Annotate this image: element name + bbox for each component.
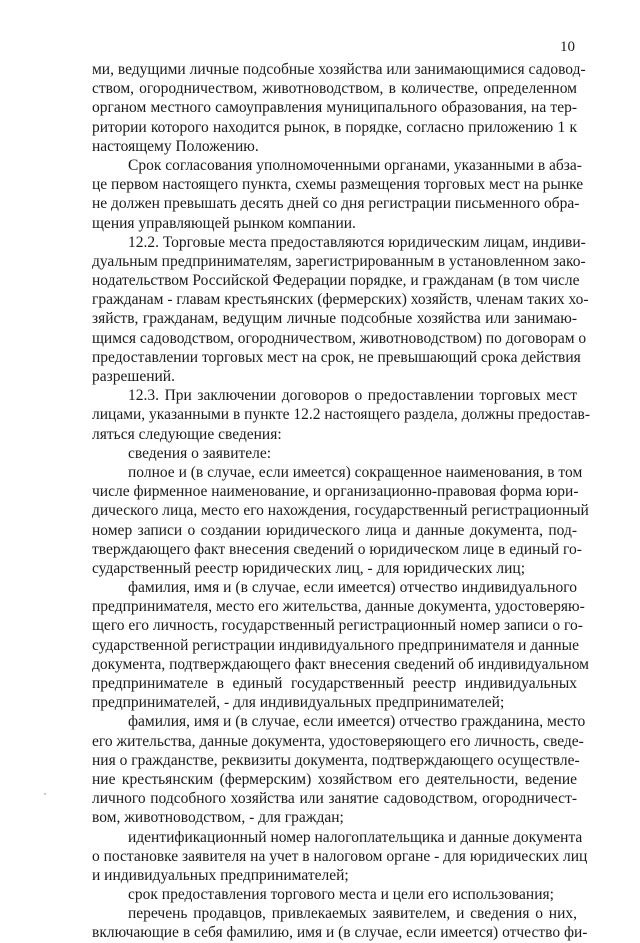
text-line: тверждающего факт внесения сведений о юридическом лице в единый го-: [92, 540, 582, 558]
text-line: настоящему Положению.: [92, 137, 259, 155]
text-line: о постановке заявителя на учет в налоговом органе - для юридических лиц: [92, 847, 588, 865]
text-line: фамилия, имя и (в случае, если имеется) отчество гражданина, место: [128, 713, 586, 731]
document-body: [92, 60, 590, 943]
text-line: ритории которого находится рынок, в порядке, согласно приложению 1 к: [92, 118, 577, 136]
text-line: его жительства, данные документа, удостоверяющего его личность, сведе-: [92, 732, 584, 750]
text-line: числе фирменное наименование, и организационно-правовая форма юри-: [92, 483, 579, 501]
text-line: сведения о заявителе:: [128, 444, 272, 462]
text-line: полное и (в случае, если имеется) сокращенное наименования, в том: [128, 463, 583, 481]
text-line: личного подсобного хозяйства или занятие садоводством, огородничест-: [92, 790, 577, 808]
text-line: перечень продавцов, привлекаемых заявителем, и сведения о них,: [128, 905, 577, 923]
text-line: ние крестьянским (фермерским) хозяйством его деятельности, ведение: [92, 770, 577, 788]
text-line: предпринимателе в единый государственный реестр индивидуальных: [92, 675, 577, 692]
text-line: ния о гражданстве, реквизиты документа, подтверждающего осуществле-: [92, 751, 580, 769]
text-line: лицами, указанными в пункте 12.2 настоящего раздела, должны предостав-: [92, 406, 590, 424]
text-line: органом местного самоуправления муниципального образования, на тер-: [92, 99, 577, 117]
text-line: гражданам - главам крестьянских (фермерских) хозяйств, членам таких хо-: [92, 291, 589, 309]
text-line: предпринимателей, - для индивидуальных предпринимателей;: [92, 694, 505, 712]
text-line: включающие в себя фамилию, имя и (в случае, если имеется) отчество фи-: [92, 924, 588, 942]
text-line: Срок согласования уполномоченными органами, указанными в абза-: [128, 156, 582, 174]
page-number: 10: [560, 39, 575, 55]
text-line: дического лица, место его нахождения, государственный регистрационный: [92, 502, 589, 520]
scan-speck: [44, 793, 46, 795]
text-line: 12.3. При заключении договоров о предоставлении торговых мест: [128, 387, 577, 405]
text-line: щимся садоводством, огородничеством, животноводством) по договорам о: [92, 329, 587, 347]
text-line: щения управляющей рынком компании.: [92, 214, 356, 232]
text-line: сударственной регистрации индивидуального предпринимателя и данные: [92, 636, 579, 654]
text-line: разрешений.: [92, 368, 175, 385]
text-line: срок предоставления торгового места и цели его использования;: [128, 886, 554, 904]
text-line: идентификационный номер налогоплательщика и данные документа: [128, 828, 583, 846]
text-line: документа, подтверждающего факт внесения сведений об индивидуальном: [92, 655, 589, 673]
text-line: ляться следующие сведения:: [92, 425, 282, 443]
text-line: ством, огородничеством, животноводством, в количестве, определенном: [92, 80, 577, 98]
text-line: не должен превышать десять дней со дня регистрации письменного обра-: [92, 195, 580, 213]
text-line: зяйств, гражданам, ведущим личные подсобные хозяйства или занимаю-: [92, 310, 577, 328]
text-line: и индивидуальных предпринимателей;: [92, 866, 349, 884]
text-line: 12.2. Торговые места предоставляются юридическим лицам, индиви-: [128, 233, 586, 251]
text-line: дуальным предпринимателям, зарегистрированным в установленном зако-: [92, 252, 586, 270]
text-line: предоставлении торговых мест на срок, не превышающий срока действия: [92, 348, 581, 366]
text-line: це первом настоящего пункта, схемы размещения торговых мест на рынке: [92, 176, 584, 194]
text-line: вом, животноводством, - для граждан;: [92, 809, 344, 827]
text-line: щего его личность, государственный регистрационный номер записи о го-: [92, 617, 583, 635]
text-line: фамилия, имя и (в случае, если имеется) отчество индивидуального: [128, 579, 577, 597]
text-line: ми, ведущими личные подсобные хозяйства или занимающимися садовод-: [92, 61, 586, 78]
text-line: предпринимателя, место его жительства, данные документа, удостоверяю-: [92, 598, 585, 616]
text-line: нодательством Российской Федерации порядке, и гражданам (в том числе: [92, 272, 580, 290]
text-line: сударственный реестр юридических лиц, - для юридических лиц;: [92, 559, 526, 577]
text-line: номер записи о создании юридического лица и данные документа, под-: [92, 521, 577, 539]
